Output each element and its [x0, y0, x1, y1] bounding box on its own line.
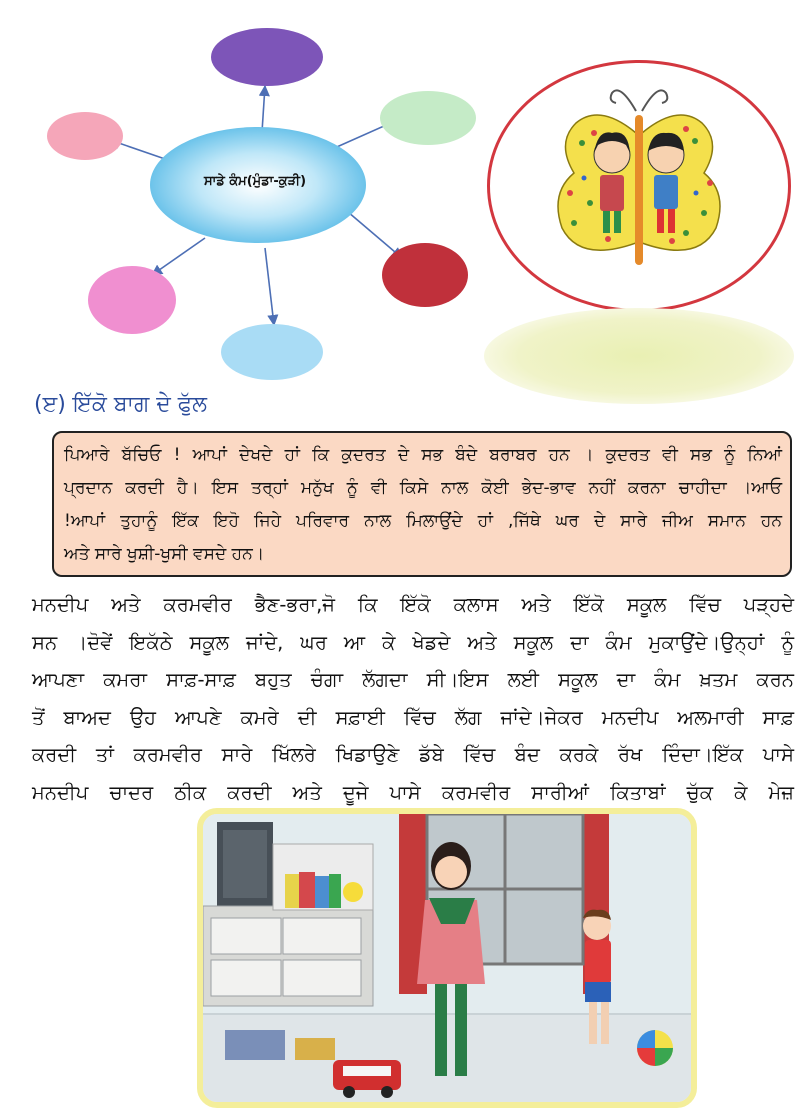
node-purple	[211, 28, 323, 86]
butterfly-icon	[490, 63, 788, 309]
mindmap-diagram	[0, 0, 480, 380]
body-line: ਤੋਂ ਬਾਅਦ ਉਹ ਆਪਣੇ ਕਮਰੇ ਦੀ ਸਫ਼ਾਈ ਵਿੱਚ ਲੱਗ ਜਾਂਦੇ।ਜੇਕਰ ਮਨਦੀਪ ਅਲਮਾਰੀ ਸਾਫ਼	[32, 705, 794, 729]
section-heading: (ੲ) ਇੱਕੋ ਬਾਗ ਦੇ ਫੁੱਲ	[34, 392, 208, 417]
butterfly-illustration	[487, 60, 791, 312]
node-blue	[221, 324, 323, 380]
node-magenta	[88, 266, 176, 334]
intro-line: ਪਿਆਰੇ ਬੱਚਿਓ ! ਆਪਾਂ ਦੇਖਦੇ ਹਾਂ ਕਿ ਕੁਦਰਤ ਦੇ ਸਭ ਬੰਦੇ ਬਰਾਬਰ ਹਨ । ਕੁਦਰਤ ਵੀ ਸਭ ਨੂੰ ਨਿਆਂ	[64, 445, 782, 465]
decorative-glow	[484, 308, 794, 404]
body-line: ਮਨਦੀਪ ਅਤੇ ਕਰਮਵੀਰ ਭੈਣ-ਭਰਾ,ਜੋ ਕਿ ਇੱਕੋ ਕਲਾਸ ਅਤੇ ਇੱਕੋ ਸਕੂਲ ਵਿੱਚ ਪੜ੍ਹਦੇ	[32, 593, 794, 616]
arrow-to-purple	[262, 86, 265, 132]
intro-box	[52, 431, 792, 577]
node-red	[382, 243, 468, 307]
intro-line: !ਆਪਾਂ ਤੁਹਾਨੂੰ ਇੱਕ ਇਹੋ ਜਿਹੇ ਪਰਿਵਾਰ ਨਾਲ ਮਿਲਾਉਂਦੇ ਹਾਂ ,ਜਿੱਥੇ ਘਰ ਦੇ ਸਾਰੇ ਜੀਅ ਸਮਾਨ ਹਨ	[64, 511, 782, 531]
body-paragraph	[32, 586, 794, 811]
node-pink	[47, 112, 123, 160]
room-scene-icon	[203, 814, 691, 1102]
arrow-to-blue	[265, 248, 274, 325]
intro-line: ਅਤੇ ਸਾਰੇ ਖੁਸ਼ੀ-ਖੁਸੀ ਵਸਦੇ ਹਨ।	[64, 544, 265, 564]
room-illustration	[197, 808, 697, 1108]
arrow-to-magenta	[152, 238, 205, 275]
intro-line: ਪ੍ਰਦਾਨ ਕਰਦੀ ਹੈ। ਇਸ ਤਰ੍ਹਾਂ ਮਨੁੱਖ ਨੂੰ ਵੀ ਕਿਸੇ ਨਾਲ ਕੋਈ ਭੇਦ-ਭਾਵ ਨਹੀਂ ਕਰਨਾ ਚਾਹੀਦਾ ।ਆਓ	[64, 478, 782, 498]
body-line: ਕਰਦੀ ਤਾਂ ਕਰਮਵੀਰ ਸਾਰੇ ਖਿੱਲਰੇ ਖਿਡਾਉਣੇ ਡੱਬੇ ਵਿੱਚ ਬੰਦ ਕਰਕੇ ਰੱਖ ਦਿੰਦਾ।ਇੱਕ ਪਾਸੇ	[32, 743, 794, 766]
arrow-to-red	[348, 212, 402, 258]
body-line: ਸਨ ।ਦੋਵੇਂ ਇਕੱਠੇ ਸਕੂਲ ਜਾਂਦੇ, ਘਰ ਆ ਕੇ ਖੇਡਦੇ ਅਤੇ ਸਕੂਲ ਦਾ ਕੰਮ ਮੁਕਾਉਂਦੇ।ਉਨ੍ਹਾਂ ਨੂੰ	[32, 630, 794, 654]
mindmap-center-label: ਸਾਡੇ ਕੰਮ(ਮੁੰਡਾ-ਕੁੜੀ)	[203, 174, 307, 189]
body-line: ਆਪਣਾ ਕਮਰਾ ਸਾਫ਼-ਸਾਫ਼ ਬਹੁਤ ਚੰਗਾ ਲੱਗਦਾ ਸੀ।ਇਸ ਲਈ ਸਕੂਲ ਦਾ ਕੰਮ ਖ਼ਤਮ ਕਰਨ	[32, 668, 794, 691]
node-green	[380, 91, 476, 145]
body-line: ਮਨਦੀਪ ਚਾਦਰ ਠੀਕ ਕਰਦੀ ਅਤੇ ਦੂਜੇ ਪਾਸੇ ਕਰਮਵੀਰ ਸਾਰੀਆਂ ਕਿਤਾਬਾਂ ਚੁੱਕ ਕੇ ਮੇਜ਼	[32, 780, 794, 804]
